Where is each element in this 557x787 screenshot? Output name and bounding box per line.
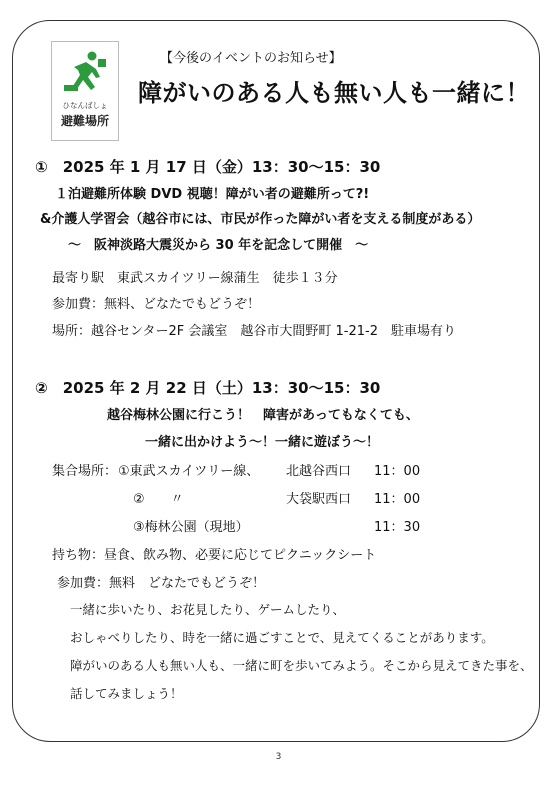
event2-desc1: 一緒に歩いたり、お花見したり、ゲームしたり、 [70, 602, 346, 617]
meeting-point-3-time: 11：30 [374, 520, 421, 535]
event2-desc4: 話してみましょう！ [70, 686, 183, 701]
meeting-point-1-time: 11：00 [374, 464, 421, 479]
event1-title: ① 2025 年 1 月 17 日（金）13：30〜15：30 [35, 158, 381, 176]
event2-line1: 越谷梅林公園に行こう！ 障害があってもなくても、 [107, 408, 419, 423]
meeting-point-2-time: 11：00 [374, 492, 421, 507]
event1-place: 場所：越谷センター2F 会議室 越谷市大間野町 1-21-2 駐車場有り [52, 324, 456, 339]
header-note: 【今後のイベントのお知らせ】 [160, 51, 342, 66]
event2-desc3: 障がいのある人も無い人も、一緒に町を歩いてみよう。そこから見えてきた事を、 [70, 658, 533, 673]
evacuation-site-logo [51, 41, 119, 141]
meeting-point-1-label: ①東武スカイツリー線、 [118, 464, 260, 479]
page-number: 3 [275, 752, 282, 762]
event2-items: 持ち物：昼食、飲み物、必要に応じてピクニックシート [52, 548, 377, 563]
event1-line1: １泊避難所体験 DVD 視聴！障がい者の避難所って?! [55, 187, 370, 202]
meeting-label: 集合場所： [52, 464, 118, 479]
event1-fee: 参加費：無料、どなたでもどうぞ！ [52, 297, 261, 312]
headline: 障がいのある人も無い人も一緒に！ [138, 79, 530, 107]
meeting-point-2-label: ② 〃 [133, 492, 184, 507]
event2-line2: 一緒に出かけよう〜！一緒に遊ぼう〜！ [145, 435, 380, 450]
logo-subtitle: ひなんばしょ [62, 101, 108, 110]
meeting-point-1-place: 北越谷西口 [286, 464, 352, 479]
event1-station: 最寄り駅 東武スカイツリー線蒲生 徒歩１３分 [52, 271, 338, 286]
evacuation-site-icon [60, 47, 110, 97]
event2-desc2: おしゃべりしたり、時を一緒に過ごすことで、見えてくることがあります。 [70, 630, 494, 645]
meeting-point-2-place: 大袋駅西口 [286, 492, 352, 507]
logo-title: 避難場所 [60, 114, 109, 128]
event2-title: ② 2025 年 2 月 22 日（土）13：30〜15：30 [35, 379, 381, 397]
event1-line3: 〜 阪神淡路大震災から 30 年を記念して開催 〜 [68, 238, 369, 253]
meeting-point-3-label: ③梅林公園（現地） [133, 520, 249, 535]
event2-fee: 参加費：無料 どなたでもどうぞ！ [57, 576, 266, 591]
event1-line2: &介護人学習会（越谷市には、市民が作った障がい者を支える制度がある） [40, 212, 481, 227]
